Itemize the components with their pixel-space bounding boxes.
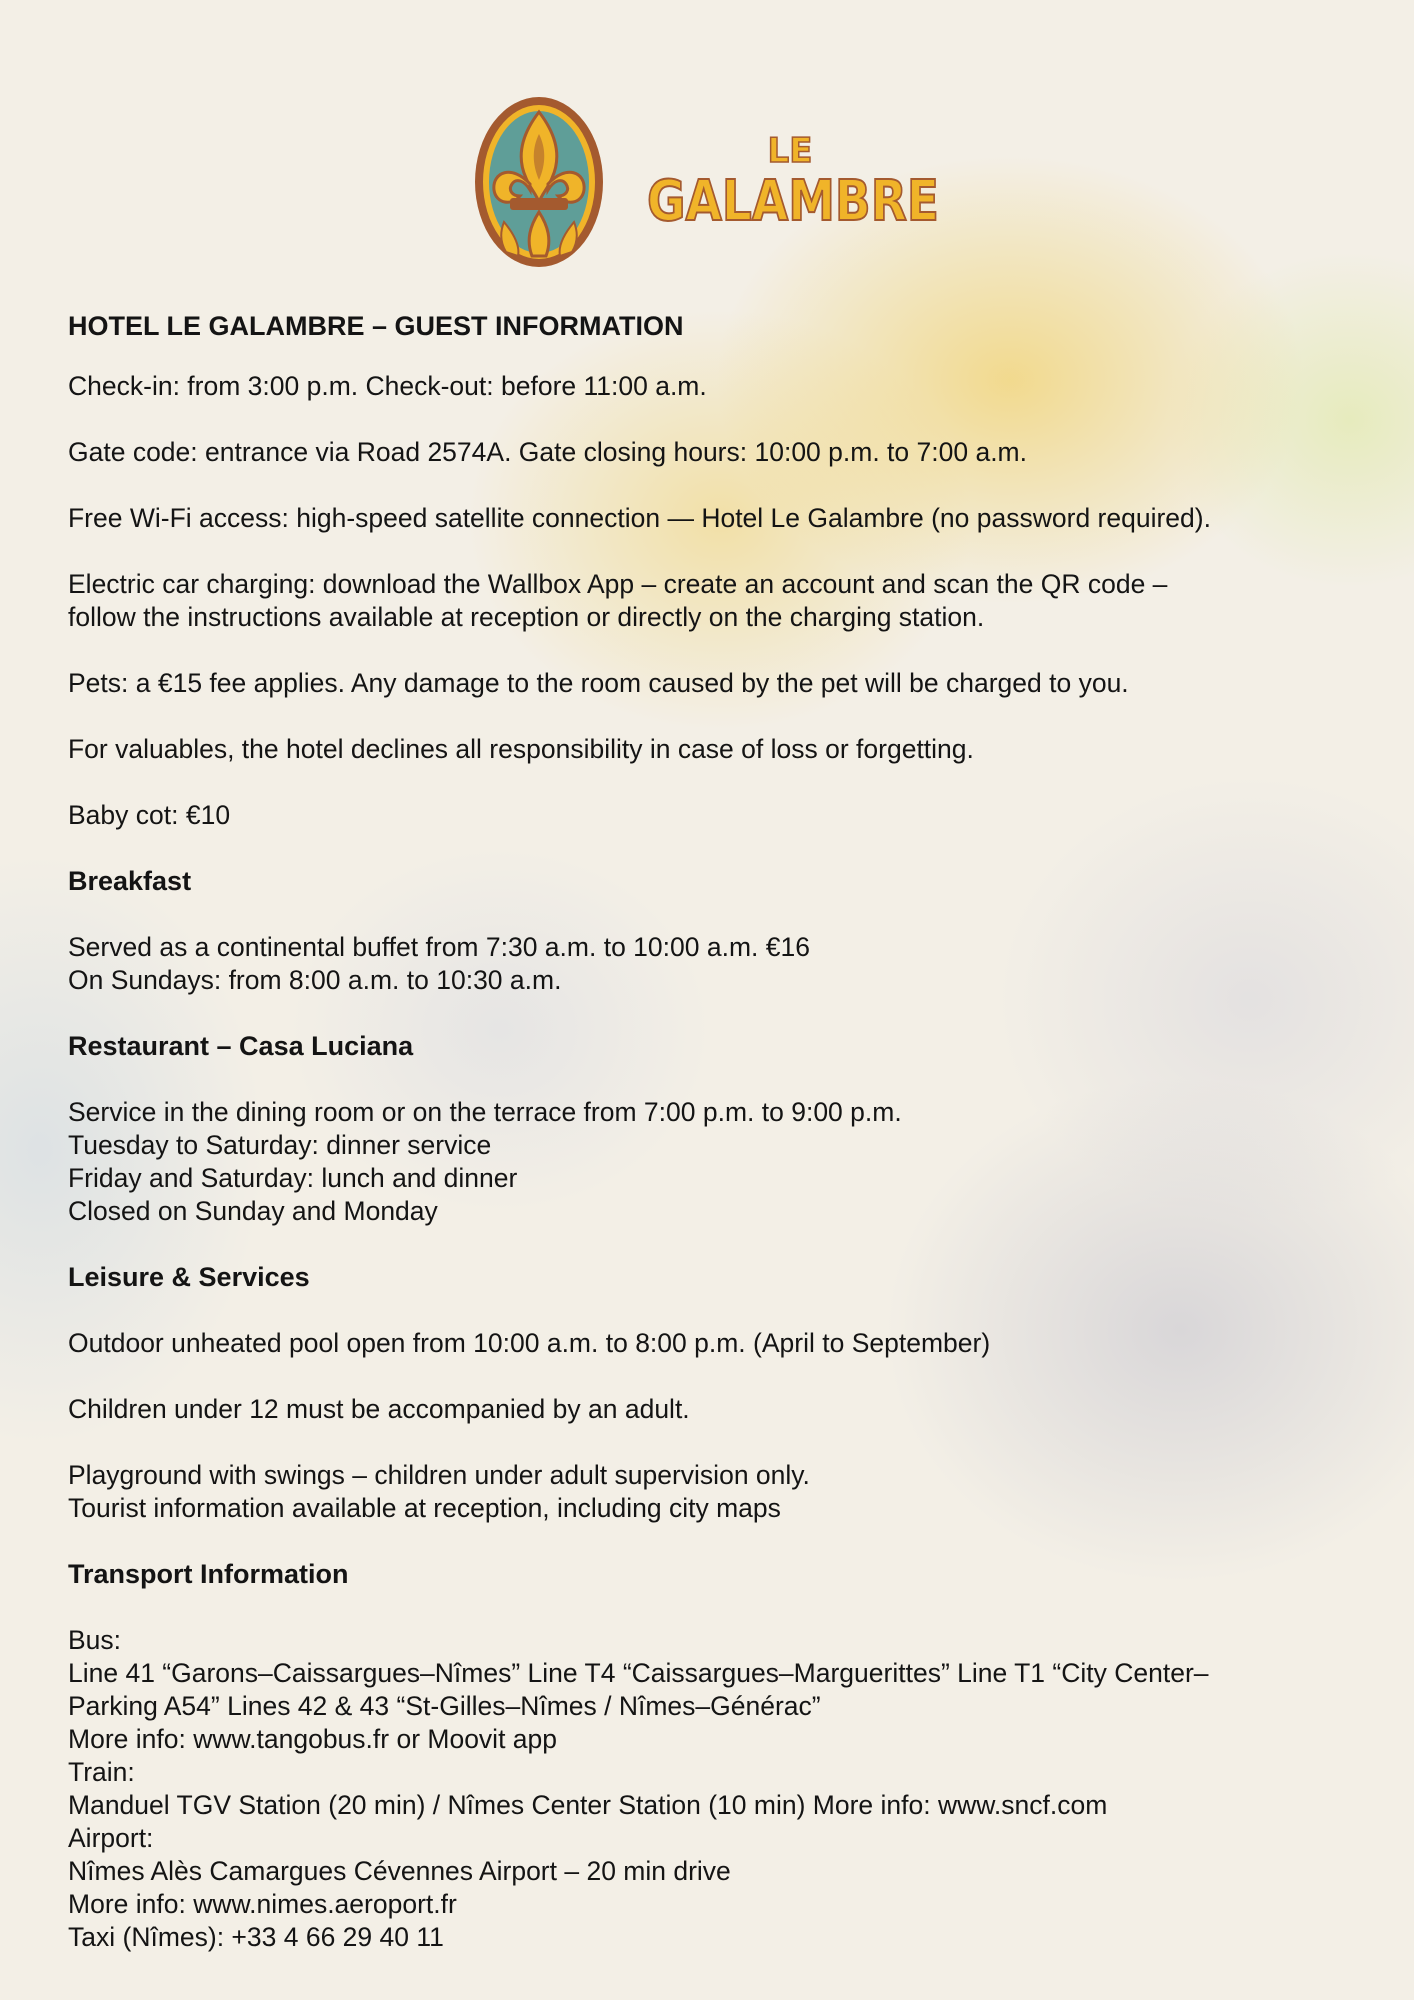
page-title: HOTEL LE GALAMBRE – GUEST INFORMATION [68,311,684,341]
train-label: Train: [68,1757,135,1787]
logo-name: GALAMBRE [647,169,939,234]
leisure-line: Tourist information available at reception, including city maps [68,1493,781,1523]
breakfast-heading: Breakfast [68,866,192,896]
leisure-line: Playground with swings – children under adult supervision only. [68,1460,810,1490]
restaurant-line: Service in the dining room or on the terrace from 7:00 p.m. to 9:00 p.m. [68,1097,902,1127]
guest-information [68,304,1358,1987]
airport-more-info: More info: www.nimes.aeroport.fr [68,1889,457,1919]
valuables-info: For valuables, the hotel declines all responsibility in case of loss or forgetting. [68,734,974,764]
children-info: Children under 12 must be accompanied by an adult. [68,1394,690,1424]
taxi-info: Taxi (Nîmes): +33 4 66 29 40 11 [68,1922,444,1952]
train-info: Manduel TGV Station (20 min) / Nîmes Center Station (10 min) More info: www.sncf.com [68,1790,1108,1820]
restaurant-heading: Restaurant – Casa Luciana [68,1031,414,1061]
hotel-logo [470,94,950,274]
breakfast-line: Served as a continental buffet from 7:30 a.m. to 10:00 a.m. €16 [68,932,810,962]
restaurant-info [68,1096,1358,1228]
restaurant-line: Friday and Saturday: lunch and dinner [68,1163,518,1193]
pets-info: Pets: a €15 fee applies. Any damage to the room caused by the pet will be charged to you. [68,668,1129,698]
leisure-heading: Leisure & Services [68,1262,310,1292]
checkin-info: Check-in: from 3:00 p.m. Check-out: before 11:00 a.m. [68,371,707,401]
wifi-info: Free Wi-Fi access: high-speed satellite connection — Hotel Le Galambre (no password required). [68,503,1211,533]
charging-line: follow the instructions available at reception or directly on the charging station. [68,602,985,632]
restaurant-line: Tuesday to Saturday: dinner service [68,1130,492,1160]
transport-heading: Transport Information [68,1559,349,1589]
gate-info: Gate code: entrance via Road 2574A. Gate closing hours: 10:00 p.m. to 7:00 a.m. [68,437,1027,467]
charging-info [68,568,1358,634]
breakfast-line: On Sundays: from 8:00 a.m. to 10:30 a.m. [68,965,562,995]
logo-prefix: LE [767,131,813,171]
playground-info [68,1459,1358,1525]
logo-graphic [470,94,950,274]
baby-cot-info: Baby cot: €10 [68,800,231,830]
restaurant-line: Closed on Sunday and Monday [68,1196,438,1226]
airport-label: Airport: [68,1823,154,1853]
airport-info: Nîmes Alès Camargues Cévennes Airport – 20 min drive [68,1856,731,1886]
bus-lines: Parking A54” Lines 42 & 43 “St-Gilles–Nîmes / Nîmes–Générac” [68,1691,821,1721]
charging-line: Electric car charging: download the Wallbox App – create an account and scan the QR code – [68,569,1168,599]
bus-lines: Line 41 “Garons–Caissargues–Nîmes” Line T4 “Caissargues–Marguerittes” Line T1 “City Center– [68,1658,1209,1688]
transport-info [68,1624,1358,1954]
breakfast-info [68,931,1358,997]
pool-info: Outdoor unheated pool open from 10:00 a.m. to 8:00 p.m. (April to September) [68,1328,991,1358]
fleur-de-lis-emblem [475,97,603,267]
bus-more-info: More info: www.tangobus.fr or Moovit app [68,1724,558,1754]
bus-label: Bus: [68,1625,122,1655]
